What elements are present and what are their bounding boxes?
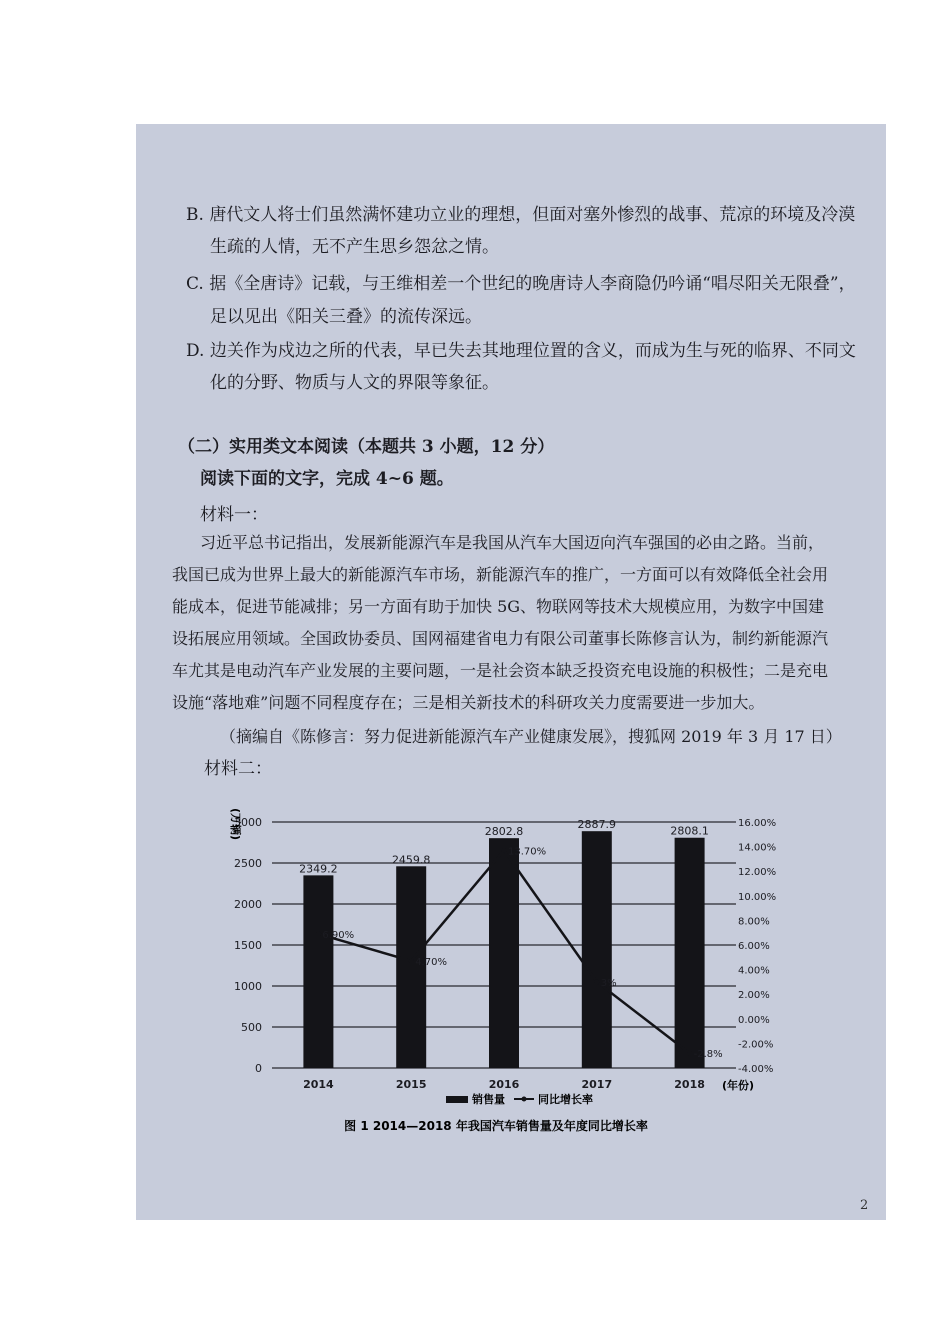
material1-line: 我国已成为世界上最大的新能源汽车市场，新能源汽车的推广，一方面可以有效降低全社会用 [172,565,829,584]
page-number: 2 [860,1198,869,1213]
section-instruction: 阅读下面的文字，完成 4~6 题。 [200,469,454,489]
x-tick-label: 2015 [395,1078,427,1091]
y2-tick-label: 4.00% [738,965,770,977]
material2-label: 材料二： [204,759,272,779]
x-tick-label: 2017 [581,1078,613,1091]
legend-line-marker [522,1097,527,1102]
y2-tick-label: 6.00% [738,941,770,952]
option-b-line-1: B. 唐代文人将士们虽然满怀建功立业的理想，但面对塞外惨烈的战事、荒凉的环境及冷漠 [186,205,856,225]
y-tick-label: 0 [255,1062,262,1075]
y-tick-label: 500 [241,1021,262,1034]
y-tick-label: 1000 [234,980,262,993]
y-tick-label: 3000 [234,816,262,829]
growth-rate-point [316,931,321,936]
growth-rate-label: 3% [600,977,617,989]
bar-value-label: 2802.8 [484,825,524,839]
bar-value-label: 2459.8 [391,853,431,867]
material1-line: 设施“落地难”问题不同程度存在；三是相关新技术的科研攻关力度需要进一步加大。 [172,693,765,712]
growth-rate-point [409,958,414,963]
legend-bar-swatch [446,1096,468,1103]
y-tick-label: 1500 [234,939,262,952]
option-c-line-2: 足以见出《阳关三叠》的流传深远。 [210,307,482,327]
bar-value-label: 2349.2 [299,862,338,876]
growth-rate-label: 4.70% [415,956,447,968]
x-tick-label: 2018 [674,1078,705,1091]
x-tick-label: 2014 [303,1078,334,1091]
growth-rate-label: -2.8% [693,1049,723,1061]
bar [303,875,333,1068]
growth-rate-point [594,979,599,984]
growth-rate-label: 6.90% [322,929,355,941]
y2-tick-label: -2.00% [738,1039,774,1051]
option-c-line-1: C. 据《全唐诗》记载，与王维相差一个世纪的晚唐诗人李商隐仍吟诵“唱尽阳关无限叠”， [186,274,856,294]
growth-rate-label: 13.70% [508,846,547,858]
legend-bar-label: 销售量 [472,1093,505,1106]
y-tick-label: 2500 [234,857,262,870]
y2-tick-label: -4.00% [738,1064,774,1075]
legend [446,1092,593,1106]
bar-value-label: 2887.9 [577,818,617,832]
material1-line: 能成本，促进节能减排；另一方面有助于加快 5G、物联网等技术大规模应用，为数字中国建 [172,597,825,616]
y2-tick-label: 16.00% [738,818,777,829]
bar [582,831,612,1068]
y2-tick-label: 14.00% [738,842,777,854]
x-tick-label: 2016 [488,1078,520,1091]
y2-tick-label: 12.00% [738,867,777,879]
y2-tick-label: 8.00% [738,916,770,928]
x-axis-label: (年份) [722,1079,755,1092]
growth-rate-point [687,1051,692,1056]
option-b-line-2: 生疏的人情，无不产生思乡怨忿之情。 [210,237,499,257]
y-tick-label: 2000 [234,898,262,911]
chart-title: 图 1 2014—2018 年我国汽车销售量及年度同比增长率 [344,1119,648,1133]
material1-line: 车尤其是电动汽车产业发展的主要问题，一是社会资本缺乏投资充电设施的积极性；二是充电 [172,661,829,680]
bar [489,838,519,1068]
bar-value-label: 2808.1 [670,824,709,838]
growth-rate-point [502,848,507,853]
material1-line: 设拓展应用领域。全国政协委员、国网福建省电力有限公司董事长陈修言认为，制约新能源汽 [172,629,829,648]
y-axis-label: (万辆) [229,808,242,841]
material1-source: （摘编自《陈修言：努力促进新能源汽车产业健康发展》，搜狐网 2019 年 3 月 17 日） [220,727,842,746]
y2-tick-label: 2.00% [738,990,770,1002]
option-d-line-1: D. 边关作为戍边之所的代表，早已失去其地理位置的含义，而成为生与死的临界、不同文 [186,341,856,361]
section-heading: （二）实用类文本阅读（本题共 3 小题，12 分） [178,437,555,457]
legend-line-label: 同比增长率 [538,1093,593,1106]
material1-label: 材料一： [200,505,268,525]
y2-tick-label: 10.00% [738,891,777,903]
option-d-line-2: 化的分野、物质与人文的界限等象征。 [210,373,499,393]
material1-line: 习近平总书记指出，发展新能源汽车是我国从汽车大国迈向汽车强国的必由之路。当前， [200,533,825,552]
bar [675,838,705,1068]
y2-tick-label: 0.00% [738,1014,770,1026]
